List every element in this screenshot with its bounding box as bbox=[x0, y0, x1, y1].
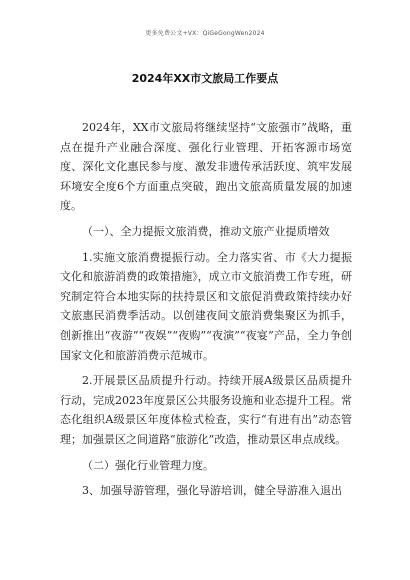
item-paragraph-2: 2.开展景区品质提升行动。持续开展A级景区品质提升行动，完成2023年度景区公共服务设施和业态提升工程。常态化组织A级景区年度体检式检查，实行“有进有出”动态管理；加强景区之间道路“旅游化”改造，推动景区串点成线。 bbox=[60, 374, 352, 446]
item-paragraph-3: 3、加强导游管理，强化导游培训，健全导游准入退出 bbox=[82, 484, 342, 498]
promo-header: 更多免费公文+VX：QiGeGongWen2024 bbox=[145, 30, 265, 37]
document-title: 2024年XX市文旅局工作要点 bbox=[131, 72, 279, 85]
document-body bbox=[60, 118, 352, 507]
section-heading-2: （二）强化行业管理力度。 bbox=[82, 458, 214, 472]
intro-paragraph: 2024年，XX市文旅局将继续坚持“文旅强市”战略，重点在提升产业融合深度、强化行业管理、开拓客源市场宽度、深化文化惠民参与度、激发非遗传承活跃度、筑牢发展环境安全度6个方面重点突破，跑出文旅高质量发展的加速度。 bbox=[60, 121, 352, 213]
item-paragraph-1: 1.实施文旅消费提振行动。全力落实省、市《大力提振文化和旅游消费的政策措施》，成立市文旅消费工作专班，研究制定符合本地实际的扶持景区和文旅促消费政策持续办好文旅惠民消费季活动。以创建夜间文旅消费集聚区为抓手，创新推出“夜游”“夜娱”“夜购”“夜演”“夜宴”产品，全力争创国家文化和旅游消费示范城市。 bbox=[60, 250, 352, 362]
section-heading-1: （一）、全力提振文旅消费，推动文旅产业提质增效 bbox=[82, 224, 330, 238]
